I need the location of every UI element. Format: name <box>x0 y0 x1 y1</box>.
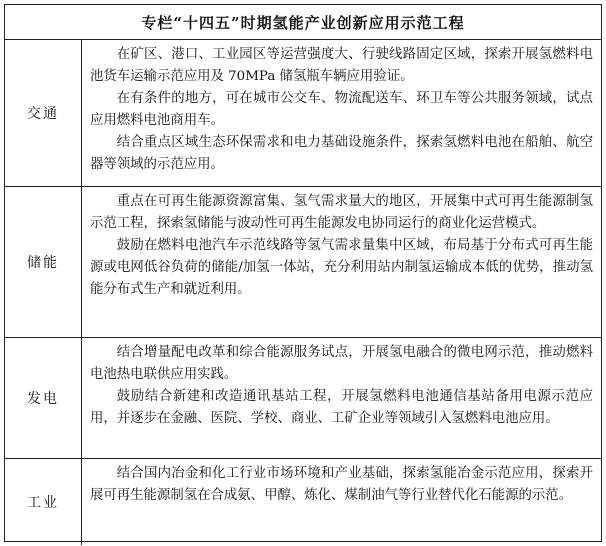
table-row-industry <box>5 459 601 545</box>
row-label: 储能 <box>5 187 82 337</box>
row-content <box>82 459 601 545</box>
table-row-transport <box>5 40 601 187</box>
paragraph: 重点在可再生能源资源富集、氢气需求量大的地区，开展集中式可再生能源制氢示范工程，探索氢储能与波动性可再生能源发电协同运行的商业化运营模式。 <box>90 194 593 231</box>
paragraph: 鼓励在燃料电池汽车示范线路等氢气需求量集中区域，布局基于分布式可再生能源或电网低谷负荷的储能/加氢一体站，充分利用站内制氢运输成本低的优势，推动氢能分布式生产和就近利用。 <box>90 238 593 297</box>
paragraph: 在矿区、港口、工业园区等运营强度大、行驶线路固定区域，探索开展氢燃料电池货车运输示范应用及 70MPa 储氢瓶车辆应用验证。 <box>90 47 593 84</box>
table-row-power-generation <box>5 338 601 459</box>
paragraph: 结合国内冶金和化工行业市场环境和产业基础，探索氢能冶金示范应用，探索开展可再生能源制氢在合成氨、甲醇、炼化、煤制油气等行业替代化石能源的示范。 <box>90 466 593 503</box>
row-content <box>82 338 601 458</box>
row-label: 工业 <box>5 459 82 545</box>
row-label: 发电 <box>5 338 82 458</box>
paragraph: 结合重点区域生态环保需求和电力基础设施条件，探索氢燃料电池在船舶、航空器等领域的示范应用。 <box>90 135 593 172</box>
row-label: 交通 <box>5 40 82 186</box>
paragraph: 鼓励结合新建和改造通讯基站工程，开展氢燃料电池通信基站备用电源示范应用，并逐步在金融、医院、学校、商业、工矿企业等领域引入氢燃料电池应用。 <box>90 389 593 426</box>
program-table <box>4 4 602 542</box>
row-content <box>82 187 601 337</box>
table-title: 专栏“十四五”时期氢能产业创新应用示范工程 <box>5 5 601 40</box>
row-content <box>82 40 601 186</box>
paragraph: 结合增量配电改革和综合能源服务试点，开展氢电融合的微电网示范，推动燃料电池热电联供应用实践。 <box>90 345 593 382</box>
table-row-storage <box>5 187 601 338</box>
paragraph: 在有条件的地方，可在城市公交车、物流配送车、环卫车等公共服务领域，试点应用燃料电池商用车。 <box>90 91 593 128</box>
